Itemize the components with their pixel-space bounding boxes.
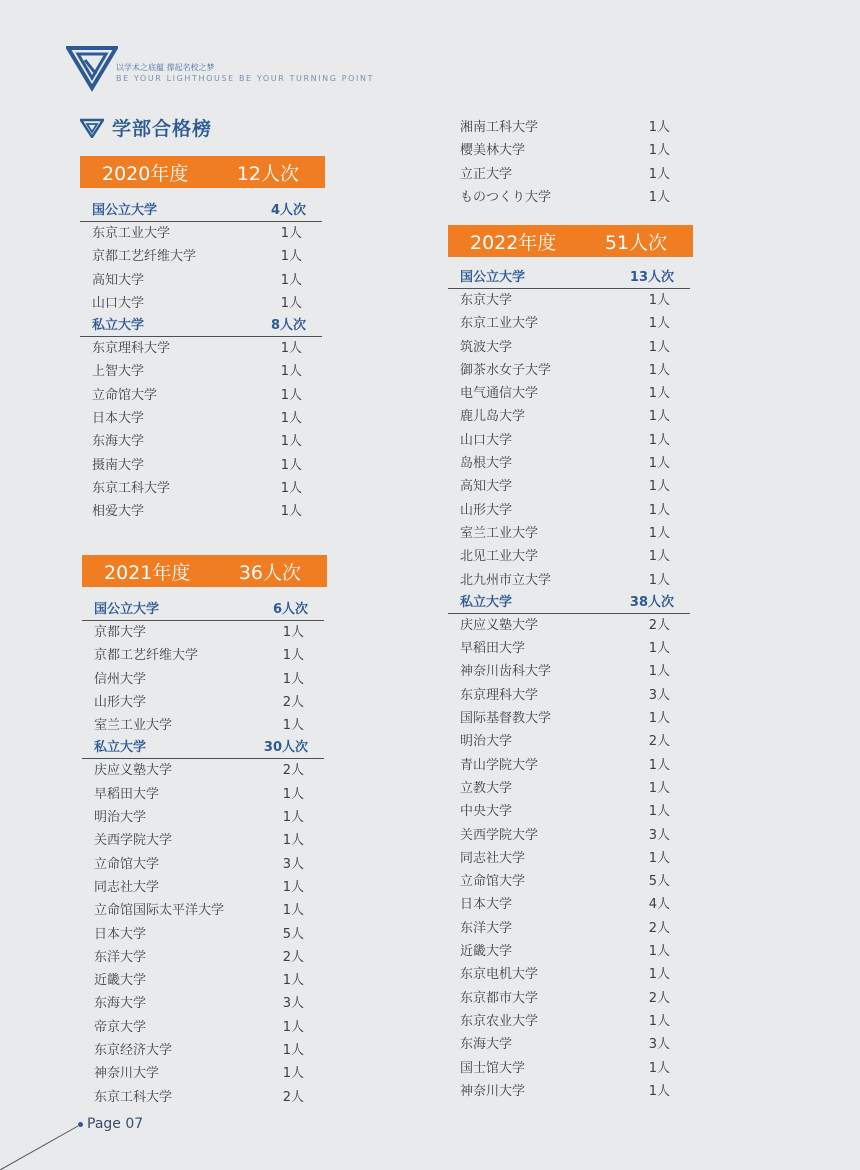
table-row [82,621,324,644]
table-row [448,777,690,800]
category-count: 13人次 [629,270,674,285]
table-row [448,312,690,335]
table-row [82,759,324,782]
university-name: 关西学院大学 [94,833,173,849]
table-row [448,707,690,730]
table-row [448,429,690,452]
admission-count: 1人 [648,143,670,159]
table-row [448,499,690,522]
tagline [116,62,374,84]
university-name: 电气通信大学 [460,386,539,402]
university-name: 关西学院大学 [460,827,539,843]
university-name: 神奈川大学 [94,1066,160,1082]
university-name: 庆应义塾大学 [460,617,539,633]
table-row [448,382,690,405]
table-row [448,917,690,940]
university-name: 日本大学 [460,897,513,913]
university-name: 东洋大学 [460,920,513,936]
section-triangle-icon [80,118,104,138]
category-header [448,267,690,289]
university-name: 东京理科大学 [460,687,539,703]
table-row [82,1016,324,1039]
table-row [82,992,324,1015]
category-label: 国公立大学 [460,270,526,285]
table-row [448,637,690,660]
university-name: 湘南工科大学 [460,120,539,135]
university-name: 鹿儿岛大学 [460,409,526,425]
table-row [448,847,690,870]
admission-count: 1人 [282,786,304,802]
table-row [448,163,690,186]
admission-count: 1人 [280,480,302,496]
admission-count: 1人 [648,189,670,205]
university-name: 帝京大学 [94,1019,147,1035]
admission-count: 2人 [282,694,304,710]
category-count: 8人次 [270,318,306,334]
table-row [80,407,322,430]
admission-count: 1人 [648,316,670,332]
table-row [82,899,324,922]
university-name: 庆应义塾大学 [94,763,173,779]
table-row [82,829,324,852]
admission-count: 1人 [282,973,304,989]
admission-count: 1人 [282,1043,304,1059]
university-name: 山形大学 [94,694,147,710]
category-count: 6人次 [272,602,308,617]
university-name: 立命馆国际太平洋大学 [94,903,225,919]
university-name: 京都工艺纤维大学 [92,249,197,265]
admission-count: 1人 [280,457,302,473]
admission-count: 1人 [648,967,670,983]
admission-count: 5人 [282,926,304,942]
table-row [448,1057,690,1080]
category-count: 30人次 [263,740,308,756]
table-row [448,405,690,428]
year-label: 2020年度 [102,162,189,185]
table-row [80,430,322,453]
university-name: 上智大学 [92,364,145,380]
admission-count: 1人 [648,1083,670,1099]
university-name: 山形大学 [460,502,513,518]
university-name: 同志社大学 [460,850,526,866]
admission-count: 1人 [648,664,670,680]
admission-count: 1人 [280,364,302,380]
table-row [448,963,690,986]
year-banner [80,156,325,188]
admission-count: 1人 [648,944,670,960]
table-row [82,876,324,899]
table-row [82,668,324,691]
category-header [448,592,690,614]
table-row [448,186,690,209]
category-header [80,200,322,222]
year-total: 12人次 [236,162,299,185]
table-row [80,384,322,407]
table-row [448,116,690,139]
table-row [448,660,690,683]
admission-count: 1人 [282,810,304,826]
admission-count: 3人 [648,1037,670,1053]
year-banner [82,555,327,587]
table-row [82,644,324,667]
university-name: 樱美林大学 [460,143,526,159]
table-row [448,940,690,963]
university-name: 东京农业大学 [460,1013,539,1029]
university-name: 东京工业大学 [460,316,539,332]
table-row [448,893,690,916]
category-label: 私立大学 [92,318,145,334]
university-name: 岛根大学 [460,456,513,472]
admission-count: 4人 [648,897,670,913]
table-row [80,222,322,245]
admission-count: 1人 [282,718,304,734]
university-name: 日本大学 [92,411,145,427]
admission-count: 1人 [648,409,670,425]
university-name: 摄南大学 [92,457,145,473]
admission-count: 1人 [648,549,670,565]
admission-count: 1人 [282,648,304,664]
category-header [82,599,324,621]
university-name: 立命馆大学 [94,856,160,872]
university-name: 日本大学 [94,926,147,942]
admission-count: 1人 [648,711,670,727]
admission-count: 1人 [280,341,302,357]
triangle-logo-icon [66,44,118,92]
table-row [80,500,322,523]
corner-line [0,1124,80,1170]
admission-count: 1人 [282,833,304,849]
year-total: 36人次 [238,561,301,584]
university-name: 东京工科大学 [92,480,171,496]
admission-count: 1人 [648,479,670,495]
university-name: 室兰工业大学 [94,718,173,734]
admission-count: 1人 [648,432,670,448]
university-name: 神奈川大学 [460,1083,526,1099]
table-row [448,870,690,893]
table-row [448,1010,690,1033]
admission-count: 1人 [648,386,670,402]
table-row [448,336,690,359]
university-name: 东海大学 [92,434,145,450]
admission-count: 1人 [648,804,670,820]
section-heading [80,114,212,141]
university-name: 东京电机大学 [460,967,539,983]
table-row [82,783,324,806]
table-row [448,1033,690,1056]
university-name: 中央大学 [460,804,513,820]
section-title: 学部合格榜 [112,118,213,140]
table-row [448,800,690,823]
admission-count: 1人 [648,502,670,518]
table-row [448,730,690,753]
university-name: ものつくり大学 [460,189,552,205]
admission-count: 1人 [648,456,670,472]
tagline-line1: 以学术之底蕴 撑起名校之梦 [116,63,215,72]
admission-count: 2人 [648,920,670,936]
university-name: 早稻田大学 [94,786,160,802]
table-row [82,946,324,969]
category-count: 38人次 [629,594,674,610]
university-name: 东京都市大学 [460,990,539,1006]
admission-count: 1人 [280,411,302,427]
table-row [448,614,690,637]
university-name: 东洋大学 [94,949,147,965]
category-label: 国公立大学 [92,203,158,218]
university-name: 东京工科大学 [94,1089,173,1105]
admission-count: 1人 [648,850,670,866]
university-name: 明治大学 [94,810,147,826]
university-name: 近畿大学 [460,944,513,960]
admission-count: 1人 [280,387,302,403]
university-name: 筑波大学 [460,339,513,355]
table-row [448,987,690,1010]
table-row [82,806,324,829]
admission-count: 1人 [280,226,302,241]
category-label: 国公立大学 [94,602,160,617]
university-name: 相爱大学 [92,504,145,520]
university-name: 立正大学 [460,166,513,182]
table-row [82,853,324,876]
university-name: 东京工业大学 [92,226,171,241]
table-row [82,1062,324,1085]
table-row [448,569,690,592]
table-row [82,691,324,714]
continuation-block [448,116,693,209]
university-name: 东京大学 [460,293,513,308]
university-name: 北九州市立大学 [460,572,552,588]
table-row [80,269,322,292]
university-name: 信州大学 [94,671,147,687]
admission-count: 1人 [280,295,302,311]
category-header [82,737,324,759]
admission-count: 5人 [648,874,670,890]
table-row [80,245,322,268]
admission-count: 1人 [648,120,670,135]
university-name: 东海大学 [460,1037,513,1053]
university-name: 京都大学 [94,625,147,640]
admission-count: 2人 [282,763,304,779]
table-row [82,969,324,992]
university-name: 御茶水女子大学 [460,362,552,378]
admission-count: 3人 [648,687,670,703]
admission-count: 1人 [282,903,304,919]
university-name: 国士馆大学 [460,1060,526,1076]
table-row [448,522,690,545]
year-label: 2021年度 [104,561,191,584]
table-row [448,452,690,475]
year-label: 2022年度 [470,231,557,254]
admission-count: 1人 [648,339,670,355]
university-name: 山口大学 [92,295,145,311]
year-total: 51人次 [604,231,667,254]
table-row [80,337,322,360]
admission-count: 1人 [648,525,670,541]
university-name: 国际基督教大学 [460,711,552,727]
table-row [448,545,690,568]
year-banner [448,225,693,257]
admission-count: 1人 [648,293,670,308]
university-name: 室兰工业大学 [460,525,539,541]
university-name: 高知大学 [92,272,145,288]
admission-count: 1人 [280,504,302,520]
university-name: 立命馆大学 [460,874,526,890]
admission-count: 1人 [648,780,670,796]
admission-count: 1人 [282,671,304,687]
table-row [448,684,690,707]
table-row [82,923,324,946]
university-name: 早稻田大学 [460,641,526,657]
admission-count: 1人 [282,1066,304,1082]
table-row [82,1086,324,1109]
table-row [82,1039,324,1062]
admission-count: 1人 [648,166,670,182]
table-row [80,477,322,500]
admission-count: 2人 [648,990,670,1006]
admission-count: 2人 [648,617,670,633]
university-name: 近畿大学 [94,973,147,989]
admission-count: 1人 [280,249,302,265]
admission-count: 1人 [648,757,670,773]
admission-count: 1人 [280,272,302,288]
admission-count: 1人 [282,1019,304,1035]
admission-count: 1人 [648,641,670,657]
table-row [448,289,690,312]
admission-count: 1人 [280,434,302,450]
university-name: 神奈川齿科大学 [460,664,552,680]
university-name: 同志社大学 [94,879,160,895]
admission-count: 2人 [648,734,670,750]
university-name: 京都工艺纤维大学 [94,648,199,664]
university-name: 东京经济大学 [94,1043,173,1059]
year-2021-block [82,555,327,1109]
admission-count: 1人 [648,1013,670,1029]
category-label: 私立大学 [460,594,513,610]
tagline-line2: BE YOUR LIGHTHOUSE BE YOUR TURNING POINT [116,74,375,83]
university-name: 立教大学 [460,780,513,796]
university-name: 高知大学 [460,479,513,495]
category-label: 私立大学 [94,740,147,756]
category-header [80,315,322,337]
university-name: 青山学院大学 [460,757,539,773]
year-2020-block [80,156,325,524]
admission-count: 2人 [282,949,304,965]
table-row [448,754,690,777]
admission-count: 3人 [282,856,304,872]
admission-count: 1人 [648,1060,670,1076]
table-row [80,454,322,477]
table-row [448,824,690,847]
year-2022-block [448,225,693,1103]
table-row [448,1080,690,1103]
table-row [80,292,322,315]
university-name: 山口大学 [460,432,513,448]
university-name: 东海大学 [94,996,147,1012]
page-footer [78,1116,143,1132]
table-row [448,139,690,162]
admission-count: 1人 [282,625,304,640]
admission-count: 1人 [648,572,670,588]
table-row [448,475,690,498]
table-row [80,360,322,383]
table-row [448,359,690,382]
table-row [82,714,324,737]
category-count: 4人次 [270,203,306,218]
admission-count: 3人 [648,827,670,843]
university-name: 东京理科大学 [92,341,171,357]
admission-count: 3人 [282,996,304,1012]
admission-count: 1人 [282,879,304,895]
admission-count: 2人 [282,1089,304,1105]
university-name: 明治大学 [460,734,513,750]
page-number: Page 07 [87,1116,144,1132]
university-name: 立命馆大学 [92,387,158,403]
admission-count: 1人 [648,362,670,378]
university-name: 北见工业大学 [460,549,539,565]
